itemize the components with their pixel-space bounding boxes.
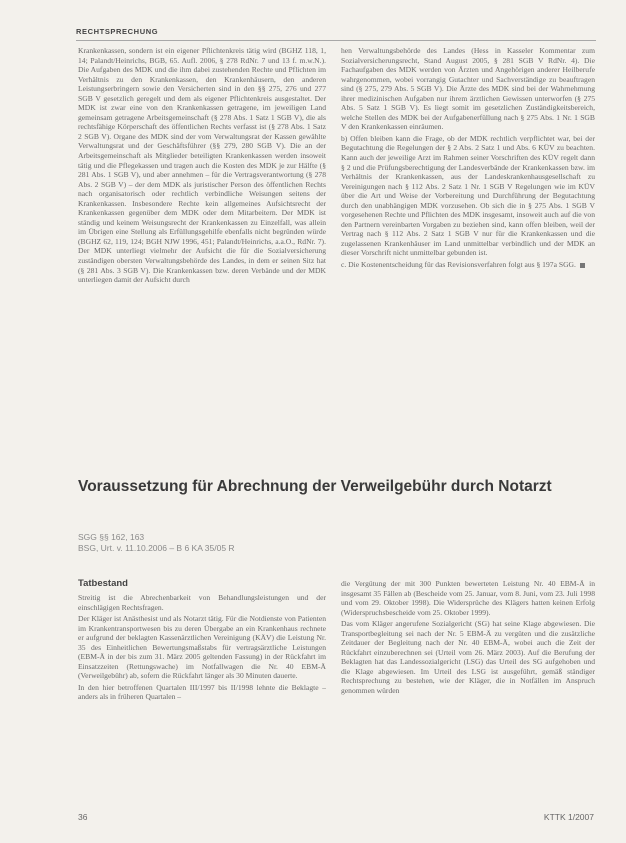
paragraph: In den hier betroffenen Quartalen III/1997 bis II/1998 lehnte die Beklagte – anders als in früheren Quartalen – (78, 682, 326, 702)
paragraph: Das vom Kläger angerufene Sozialgericht (SG) hat seine Klage abgewiesen. Die Transportbegleitung sei nach der Nr. 5 EBM-Ä zu vergüten und die zusätzliche Zeitdauer der Begleitung nach der Nr. 40 EBM-Ä, wobei auch die Zeit der Rückfahrt einzuberechnen sei (Urteil vom 26. März 2003). Auf die Berufung der Beklagten hat das Landessozialgericht (LSG) das Urteil des SG aufgehoben und die Klage abgewiesen. Im Urteil des LSG ist ausgeführt, gemäß ständiger Rechtsprechung zu bestehen, wie der Kläger, die in Notfällen im Anspruch genommen würden (341, 619, 595, 696)
end-of-article-mark (580, 263, 585, 268)
paragraph: Streitig ist die Abrechenbarkeit von Behandlungsleistungen und der einschlägigen Rechtsfragen. (78, 593, 326, 612)
page-number: 36 (78, 812, 88, 822)
article-title: Voraussetzung für Abrechnung der Verweilgebühr durch Notarzt (78, 478, 552, 495)
header-rule (76, 40, 596, 41)
citation-block (78, 532, 378, 554)
bottom-left-column (78, 593, 326, 793)
section-label: RECHTSPRECHUNG (76, 27, 159, 36)
top-left-column (78, 46, 326, 454)
paragraph-text: c. Die Kostenentscheidung für das Revisionsverfahren folgt aus § 197a SGG. (341, 260, 576, 270)
paragraph: die Vergütung der mit 300 Punkten bewerteten Leistung Nr. 40 EBM-Ä in insgesamt 35 Fällen ab (Bescheide vom 25. Januar, vom 8. Juni, vom 23. Juli 1998 und vom 29. Oktober 1998). Die Widersprüche des Klägers hatten keinen Erfolg (Widerspruchsbescheide vom 25. Oktober 1999). (341, 579, 595, 617)
top-right-column (341, 46, 595, 454)
section-heading: Tatbestand (78, 578, 128, 589)
journal-reference: KTTK 1/2007 (543, 812, 594, 822)
citation-statute: SGG §§ 162, 163 (78, 532, 145, 542)
paragraph: hen Verwaltungsbehörde des Landes (Hess in Kasseler Kommentar zum Sozialversicherungsrecht, Stand August 2005, § 281 SGB V RdNr. 4). Die Fachaufgaben des MDK werden von Ärzten und Angehörigen anderer Heilberufe wahrgenommen, wobei vorrangig Gutachter und Sachverständige zu beauftragen sind (§ 275, 279 Abs. 5 SGB V). Die Ärzte des MDK sind bei der Wahrnehmung ihrer medizinischen Aufgaben nur ihrem ärztlichen Gewissen unterworfen (§ 275 Abs. 5 Satz 1 SGB V). Es liegt somit im gesetzlichen Zuständigkeitsbereich, welche Stellen des MDK bei der Aufgabenerfüllung nach § 275 Abs. 1 Nr. 1 SGB V den Krankenkassen einräumen. (341, 46, 595, 132)
paragraph: Der Kläger ist Anästhesist und als Notarzt tätig. Für die Notdienste von Patienten im Krankentransportwesen bis zu deren Übergabe an ein Krankenhaus rechnete er aufgrund der beklagten Kassenärztlichen Vereinigung (KÄV) die Leistung Nr. 35 des Einheitlichen Bewertungsmaßstabs für vertragsärztliche Leistungen (EBM-Ä in der bis zum 31. März 2005 geltenden Fassung) in der Rückfahrt im Einsatzzeiten (Rettungswache) im Notfallwagen die Nr. 40 EBM-Ä (Verweilgebühr) ab, sofern die Rückfahrt länger als 30 Minuten dauerte. (78, 614, 326, 681)
paragraph: Krankenkassen, sondern ist ein eigener Pflichtenkreis tätig wird (BGHZ 118, 1, 14; Palandt/Heinrichs, BGB, 65. Aufl. 2006, § 278 RdNr. 7 und 13 f. m.w.N.). Die Aufgaben des MDK und die ihm dabei zustehenden Rechte und Pflichten im Verhältnis zu den Krankenkassen, den Krankenhäusern, den anderen Leistungserbringern sowie den Versicherten sind in den §§ 275, 276 und 277 SGB V gesetzlich geregelt und dem als eigener Pflichtenkreis ausgestaltet. Der MDK ist zwar eine von den Krankenkassen getragene, im jeweiligen Land gemeinsam getragene Arbeitsgemeinschaft (§ 278 Abs. 1 Satz 1 SGB V), die als rechtsfähige Körperschaft des öffentlichen Rechts verfasst ist (§ 278 Abs. 1 Satz 2 SGB V). Organe des MDK sind der vom Verwaltungsrat der Kassen gewählte Verwaltungsrat und der Geschäftsführer (§§ 279, 280 SGB V). Die an der Arbeitsgemeinschaft als Mitglieder beteiligten Krankenkassen werden insoweit tätig und die Pflegekassen und tragen auch die Kosten des MDK je zur Hälfte (§ 281 Abs. 1 SGB V), und aber annehmen – für die Vertragsverantwortung (§ 278 Abs. 2 SGB V) – der dem MDK als juristischer Person des öffentlichen Rechts nach organisatorisch oder rechtlich verbindliche Weisungen seitens der Krankenkassen. Insbesondere Rechte kein allgemeines Aufsichtsrecht der Krankenkassen gegenüber dem MDK oder dem Mitarbeitern. Der MDK ist ständig und keinem Weisungsrecht der Krankenkassen zu Einzelfall, was allein im Übrigen eine Stellung als Erfüllungsgehilfe ebenfalls nicht begründen würde (BGHZ 62, 119, 124; BGH NJW 1996, 451; Palandt/Heinrichs, a.a.O., RdNr. 7). Der MDK unterliegt vielmehr der Aufsicht die für die Sozialversicherung zuständigen obersten Verwaltungsbehörde des Landes, in dem er seinen Sitz hat (§ 281 Abs. 3 SGB V). Die Krankenkassen bzw. deren Verbände und der MDK unterliegen damit der Aufsicht durch (78, 46, 326, 285)
bottom-right-column (341, 579, 595, 793)
citation-judgment: BSG, Urt. v. 11.10.2006 – B 6 KA 35/05 R (78, 543, 235, 553)
paragraph: b) Offen bleiben kann die Frage, ob der MDK rechtlich verpflichtet war, bei der Begutachtung die Regelungen der § 2 Abs. 2 Satz 1 und Abs. 6 KÜV zu beachten. Kann auch der jeweilige Arzt im Rahmen seiner Vorschriften des KÜV regelt dann § 2 und die Prüfungsberechtigung der Landesverbände der Krankenkassen bzw. im Verhältnis der Krankenkassen, aus der Landeskrankenhausgesellschaft zu Vereinigungen nach § 112 Abs. 2 Satz 1 Nr. 1 SGB V Regelungen wie im KÜV über die Art und Weise der Vorbereitung und Durchführung der Begutachtung durch den unabhängigen MDK vorzusehen. Ob sich die in § 275 Abs. 1 SGB V vorgesehenen Rechte und Pflichten des MDK insgesamt, insoweit auch auf die von den Partnern vereinbarten Vorgaben zu beziehen sind, kann offen bleiben, weil der Vertrag nach § 112 Abs. 2 Satz 1 SGB V nur für die Krankenkassen und die zugelassenen Krankenhäuser im Land unmittelbar verbindlich und der MDK an dieser Vorschrift nicht unmittelbar gebunden ist. (341, 133, 595, 258)
paragraph-closing (341, 260, 595, 270)
